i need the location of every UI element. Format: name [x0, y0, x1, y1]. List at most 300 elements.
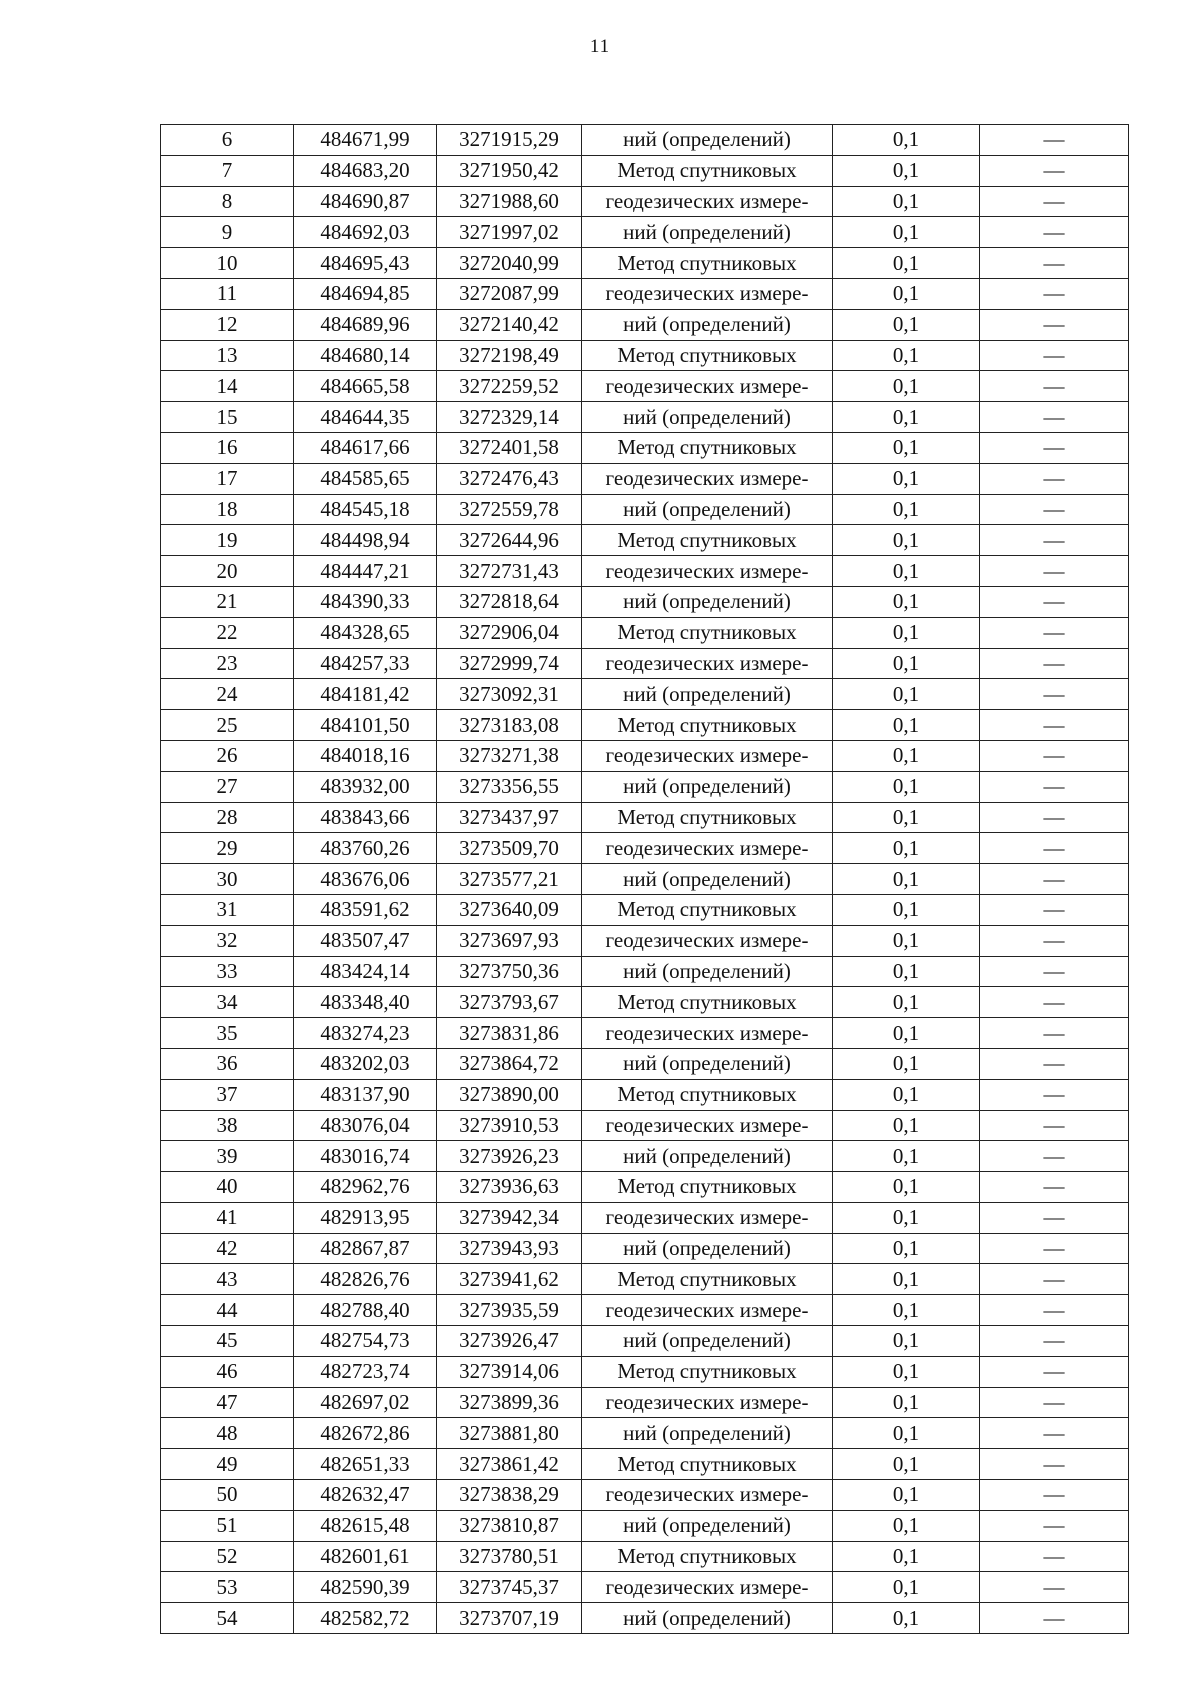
dash-cell: —	[980, 1572, 1129, 1603]
accuracy-cell: 0,1	[833, 771, 980, 802]
y-coordinate-cell: 3272259,52	[437, 371, 582, 402]
accuracy-cell: 0,1	[833, 833, 980, 864]
dash-cell: —	[980, 1418, 1129, 1449]
method-cell: Метод спутниковых	[582, 1449, 833, 1480]
accuracy-cell: 0,1	[833, 186, 980, 217]
dash-cell: —	[980, 894, 1129, 925]
method-cell: ний (определений)	[582, 1603, 833, 1634]
dash-cell: —	[980, 1202, 1129, 1233]
accuracy-cell: 0,1	[833, 1449, 980, 1480]
x-coordinate-cell: 484689,96	[294, 309, 437, 340]
accuracy-cell: 0,1	[833, 1541, 980, 1572]
x-coordinate-cell: 483843,66	[294, 802, 437, 833]
y-coordinate-cell: 3273697,93	[437, 925, 582, 956]
point-number-cell: 29	[161, 833, 294, 864]
table-row	[161, 679, 1129, 710]
method-cell: ний (определений)	[582, 956, 833, 987]
point-number-cell: 33	[161, 956, 294, 987]
point-number-cell: 23	[161, 648, 294, 679]
method-cell: геодезических измере-	[582, 648, 833, 679]
x-coordinate-cell: 482697,02	[294, 1387, 437, 1418]
x-coordinate-cell: 482601,61	[294, 1541, 437, 1572]
dash-cell: —	[980, 679, 1129, 710]
y-coordinate-cell: 3272476,43	[437, 463, 582, 494]
x-coordinate-cell: 482788,40	[294, 1295, 437, 1326]
dash-cell: —	[980, 925, 1129, 956]
y-coordinate-cell: 3272140,42	[437, 309, 582, 340]
table-row	[161, 1018, 1129, 1049]
x-coordinate-cell: 484390,33	[294, 586, 437, 617]
accuracy-cell: 0,1	[833, 1480, 980, 1511]
accuracy-cell: 0,1	[833, 1356, 980, 1387]
method-cell: геодезических измере-	[582, 186, 833, 217]
accuracy-cell: 0,1	[833, 525, 980, 556]
y-coordinate-cell: 3272329,14	[437, 402, 582, 433]
table-row	[161, 1449, 1129, 1480]
table-row	[161, 402, 1129, 433]
x-coordinate-cell: 484328,65	[294, 617, 437, 648]
method-cell: ний (определений)	[582, 1141, 833, 1172]
y-coordinate-cell: 3273936,63	[437, 1172, 582, 1203]
point-number-cell: 25	[161, 710, 294, 741]
y-coordinate-cell: 3273926,23	[437, 1141, 582, 1172]
x-coordinate-cell: 483016,74	[294, 1141, 437, 1172]
table-row	[161, 864, 1129, 895]
dash-cell: —	[980, 494, 1129, 525]
method-cell: Метод спутниковых	[582, 987, 833, 1018]
x-coordinate-cell: 484671,99	[294, 125, 437, 156]
point-number-cell: 45	[161, 1326, 294, 1357]
accuracy-cell: 0,1	[833, 864, 980, 895]
point-number-cell: 54	[161, 1603, 294, 1634]
point-number-cell: 26	[161, 740, 294, 771]
accuracy-cell: 0,1	[833, 1172, 980, 1203]
table-row	[161, 1233, 1129, 1264]
dash-cell: —	[980, 771, 1129, 802]
table-row	[161, 1048, 1129, 1079]
point-number-cell: 27	[161, 771, 294, 802]
y-coordinate-cell: 3273092,31	[437, 679, 582, 710]
coordinates-table	[160, 124, 1129, 1634]
accuracy-cell: 0,1	[833, 556, 980, 587]
x-coordinate-cell: 482632,47	[294, 1480, 437, 1511]
accuracy-cell: 0,1	[833, 1018, 980, 1049]
table-row	[161, 740, 1129, 771]
x-coordinate-cell: 482913,95	[294, 1202, 437, 1233]
method-cell: геодезических измере-	[582, 925, 833, 956]
dash-cell: —	[980, 1326, 1129, 1357]
x-coordinate-cell: 484665,58	[294, 371, 437, 402]
method-cell: геодезических измере-	[582, 463, 833, 494]
y-coordinate-cell: 3272040,99	[437, 248, 582, 279]
dash-cell: —	[980, 864, 1129, 895]
y-coordinate-cell: 3272559,78	[437, 494, 582, 525]
y-coordinate-cell: 3272644,96	[437, 525, 582, 556]
dash-cell: —	[980, 586, 1129, 617]
method-cell: ний (определений)	[582, 679, 833, 710]
y-coordinate-cell: 3273942,34	[437, 1202, 582, 1233]
dash-cell: —	[980, 740, 1129, 771]
x-coordinate-cell: 484644,35	[294, 402, 437, 433]
x-coordinate-cell: 483348,40	[294, 987, 437, 1018]
y-coordinate-cell: 3273864,72	[437, 1048, 582, 1079]
table-row	[161, 1603, 1129, 1634]
table-row	[161, 1387, 1129, 1418]
table-row	[161, 802, 1129, 833]
table-row	[161, 1356, 1129, 1387]
dash-cell: —	[980, 1603, 1129, 1634]
accuracy-cell: 0,1	[833, 617, 980, 648]
x-coordinate-cell: 482672,86	[294, 1418, 437, 1449]
accuracy-cell: 0,1	[833, 1418, 980, 1449]
y-coordinate-cell: 3273914,06	[437, 1356, 582, 1387]
table-row	[161, 463, 1129, 494]
y-coordinate-cell: 3273793,67	[437, 987, 582, 1018]
y-coordinate-cell: 3272401,58	[437, 432, 582, 463]
dash-cell: —	[980, 402, 1129, 433]
dash-cell: —	[980, 1480, 1129, 1511]
point-number-cell: 18	[161, 494, 294, 525]
dash-cell: —	[980, 1510, 1129, 1541]
point-number-cell: 31	[161, 894, 294, 925]
accuracy-cell: 0,1	[833, 494, 980, 525]
table-row	[161, 371, 1129, 402]
table-row	[161, 833, 1129, 864]
table-row	[161, 925, 1129, 956]
x-coordinate-cell: 482826,76	[294, 1264, 437, 1295]
point-number-cell: 9	[161, 217, 294, 248]
x-coordinate-cell: 484498,94	[294, 525, 437, 556]
point-number-cell: 13	[161, 340, 294, 371]
table-row	[161, 1510, 1129, 1541]
y-coordinate-cell: 3273910,53	[437, 1110, 582, 1141]
y-coordinate-cell: 3273890,00	[437, 1079, 582, 1110]
method-cell: Метод спутниковых	[582, 1356, 833, 1387]
x-coordinate-cell: 483076,04	[294, 1110, 437, 1141]
dash-cell: —	[980, 278, 1129, 309]
dash-cell: —	[980, 987, 1129, 1018]
method-cell: ний (определений)	[582, 125, 833, 156]
point-number-cell: 28	[161, 802, 294, 833]
table-row	[161, 248, 1129, 279]
y-coordinate-cell: 3273780,51	[437, 1541, 582, 1572]
method-cell: геодезических измере-	[582, 1018, 833, 1049]
table-row	[161, 1110, 1129, 1141]
y-coordinate-cell: 3272198,49	[437, 340, 582, 371]
method-cell: Метод спутниковых	[582, 1172, 833, 1203]
accuracy-cell: 0,1	[833, 1603, 980, 1634]
y-coordinate-cell: 3273941,62	[437, 1264, 582, 1295]
y-coordinate-cell: 3273831,86	[437, 1018, 582, 1049]
y-coordinate-cell: 3271988,60	[437, 186, 582, 217]
point-number-cell: 17	[161, 463, 294, 494]
x-coordinate-cell: 482615,48	[294, 1510, 437, 1541]
dash-cell: —	[980, 525, 1129, 556]
y-coordinate-cell: 3273935,59	[437, 1295, 582, 1326]
point-number-cell: 20	[161, 556, 294, 587]
method-cell: геодезических измере-	[582, 371, 833, 402]
x-coordinate-cell: 482867,87	[294, 1233, 437, 1264]
y-coordinate-cell: 3273881,80	[437, 1418, 582, 1449]
accuracy-cell: 0,1	[833, 155, 980, 186]
point-number-cell: 11	[161, 278, 294, 309]
y-coordinate-cell: 3273745,37	[437, 1572, 582, 1603]
method-cell: геодезических измере-	[582, 1387, 833, 1418]
point-number-cell: 16	[161, 432, 294, 463]
dash-cell: —	[980, 956, 1129, 987]
method-cell: ний (определений)	[582, 309, 833, 340]
y-coordinate-cell: 3272731,43	[437, 556, 582, 587]
method-cell: ний (определений)	[582, 1326, 833, 1357]
x-coordinate-cell: 483137,90	[294, 1079, 437, 1110]
table-row	[161, 556, 1129, 587]
table-row	[161, 1202, 1129, 1233]
table-row	[161, 1326, 1129, 1357]
point-number-cell: 12	[161, 309, 294, 340]
y-coordinate-cell: 3273899,36	[437, 1387, 582, 1418]
y-coordinate-cell: 3273509,70	[437, 833, 582, 864]
dash-cell: —	[980, 1541, 1129, 1572]
table-row	[161, 309, 1129, 340]
method-cell: Метод спутниковых	[582, 340, 833, 371]
method-cell: ний (определений)	[582, 1233, 833, 1264]
x-coordinate-cell: 483760,26	[294, 833, 437, 864]
point-number-cell: 34	[161, 987, 294, 1018]
dash-cell: —	[980, 1079, 1129, 1110]
dash-cell: —	[980, 125, 1129, 156]
table-row	[161, 186, 1129, 217]
coordinates-table-body	[161, 125, 1129, 1634]
y-coordinate-cell: 3273437,97	[437, 802, 582, 833]
table-row	[161, 710, 1129, 741]
dash-cell: —	[980, 648, 1129, 679]
point-number-cell: 15	[161, 402, 294, 433]
x-coordinate-cell: 484545,18	[294, 494, 437, 525]
accuracy-cell: 0,1	[833, 1202, 980, 1233]
y-coordinate-cell: 3273356,55	[437, 771, 582, 802]
x-coordinate-cell: 483507,47	[294, 925, 437, 956]
accuracy-cell: 0,1	[833, 248, 980, 279]
table-row	[161, 987, 1129, 1018]
point-number-cell: 46	[161, 1356, 294, 1387]
dash-cell: —	[980, 155, 1129, 186]
accuracy-cell: 0,1	[833, 802, 980, 833]
y-coordinate-cell: 3271915,29	[437, 125, 582, 156]
page-number: 11	[589, 36, 611, 57]
accuracy-cell: 0,1	[833, 894, 980, 925]
table-row	[161, 771, 1129, 802]
dash-cell: —	[980, 1264, 1129, 1295]
dash-cell: —	[980, 309, 1129, 340]
point-number-cell: 21	[161, 586, 294, 617]
accuracy-cell: 0,1	[833, 710, 980, 741]
table-row	[161, 1264, 1129, 1295]
x-coordinate-cell: 484683,20	[294, 155, 437, 186]
method-cell: Метод спутниковых	[582, 617, 833, 648]
method-cell: ний (определений)	[582, 402, 833, 433]
point-number-cell: 53	[161, 1572, 294, 1603]
accuracy-cell: 0,1	[833, 1326, 980, 1357]
point-number-cell: 47	[161, 1387, 294, 1418]
accuracy-cell: 0,1	[833, 463, 980, 494]
method-cell: ний (определений)	[582, 771, 833, 802]
method-cell: геодезических измере-	[582, 1480, 833, 1511]
method-cell: Метод спутниковых	[582, 894, 833, 925]
y-coordinate-cell: 3273750,36	[437, 956, 582, 987]
point-number-cell: 49	[161, 1449, 294, 1480]
accuracy-cell: 0,1	[833, 402, 980, 433]
point-number-cell: 19	[161, 525, 294, 556]
x-coordinate-cell: 484101,50	[294, 710, 437, 741]
accuracy-cell: 0,1	[833, 648, 980, 679]
dash-cell: —	[980, 371, 1129, 402]
method-cell: ний (определений)	[582, 217, 833, 248]
x-coordinate-cell: 484692,03	[294, 217, 437, 248]
accuracy-cell: 0,1	[833, 586, 980, 617]
table-row	[161, 1079, 1129, 1110]
table-row	[161, 1418, 1129, 1449]
point-number-cell: 48	[161, 1418, 294, 1449]
method-cell: геодезических измере-	[582, 1202, 833, 1233]
method-cell: ний (определений)	[582, 1510, 833, 1541]
x-coordinate-cell: 483424,14	[294, 956, 437, 987]
point-number-cell: 44	[161, 1295, 294, 1326]
accuracy-cell: 0,1	[833, 679, 980, 710]
x-coordinate-cell: 484617,66	[294, 432, 437, 463]
method-cell: геодезических измере-	[582, 556, 833, 587]
table-row	[161, 1141, 1129, 1172]
accuracy-cell: 0,1	[833, 925, 980, 956]
y-coordinate-cell: 3273183,08	[437, 710, 582, 741]
point-number-cell: 43	[161, 1264, 294, 1295]
table-row	[161, 155, 1129, 186]
accuracy-cell: 0,1	[833, 1572, 980, 1603]
x-coordinate-cell: 482651,33	[294, 1449, 437, 1480]
x-coordinate-cell: 483591,62	[294, 894, 437, 925]
method-cell: Метод спутниковых	[582, 525, 833, 556]
dash-cell: —	[980, 1048, 1129, 1079]
table-row	[161, 648, 1129, 679]
y-coordinate-cell: 3271997,02	[437, 217, 582, 248]
method-cell: ний (определений)	[582, 864, 833, 895]
y-coordinate-cell: 3273810,87	[437, 1510, 582, 1541]
x-coordinate-cell: 483932,00	[294, 771, 437, 802]
dash-cell: —	[980, 1449, 1129, 1480]
method-cell: ний (определений)	[582, 586, 833, 617]
point-number-cell: 41	[161, 1202, 294, 1233]
y-coordinate-cell: 3273640,09	[437, 894, 582, 925]
y-coordinate-cell: 3273838,29	[437, 1480, 582, 1511]
y-coordinate-cell: 3272999,74	[437, 648, 582, 679]
y-coordinate-cell: 3273926,47	[437, 1326, 582, 1357]
dash-cell: —	[980, 1356, 1129, 1387]
point-number-cell: 42	[161, 1233, 294, 1264]
table-row	[161, 1572, 1129, 1603]
x-coordinate-cell: 482590,39	[294, 1572, 437, 1603]
accuracy-cell: 0,1	[833, 1510, 980, 1541]
dash-cell: —	[980, 1233, 1129, 1264]
accuracy-cell: 0,1	[833, 432, 980, 463]
point-number-cell: 50	[161, 1480, 294, 1511]
x-coordinate-cell: 484690,87	[294, 186, 437, 217]
point-number-cell: 36	[161, 1048, 294, 1079]
y-coordinate-cell: 3272818,64	[437, 586, 582, 617]
dash-cell: —	[980, 186, 1129, 217]
dash-cell: —	[980, 1110, 1129, 1141]
x-coordinate-cell: 484447,21	[294, 556, 437, 587]
method-cell: Метод спутниковых	[582, 710, 833, 741]
table-row	[161, 125, 1129, 156]
x-coordinate-cell: 482754,73	[294, 1326, 437, 1357]
method-cell: Метод спутниковых	[582, 155, 833, 186]
dash-cell: —	[980, 833, 1129, 864]
y-coordinate-cell: 3273577,21	[437, 864, 582, 895]
point-number-cell: 37	[161, 1079, 294, 1110]
x-coordinate-cell: 484018,16	[294, 740, 437, 771]
accuracy-cell: 0,1	[833, 1295, 980, 1326]
accuracy-cell: 0,1	[833, 956, 980, 987]
table-row	[161, 1295, 1129, 1326]
method-cell: Метод спутниковых	[582, 432, 833, 463]
accuracy-cell: 0,1	[833, 125, 980, 156]
point-number-cell: 30	[161, 864, 294, 895]
dash-cell: —	[980, 802, 1129, 833]
dash-cell: —	[980, 556, 1129, 587]
table-row	[161, 894, 1129, 925]
method-cell: Метод спутниковых	[582, 802, 833, 833]
method-cell: геодезических измере-	[582, 278, 833, 309]
point-number-cell: 51	[161, 1510, 294, 1541]
point-number-cell: 24	[161, 679, 294, 710]
accuracy-cell: 0,1	[833, 217, 980, 248]
table-row	[161, 278, 1129, 309]
accuracy-cell: 0,1	[833, 371, 980, 402]
dash-cell: —	[980, 1172, 1129, 1203]
table-row	[161, 525, 1129, 556]
table-row	[161, 617, 1129, 648]
x-coordinate-cell: 482962,76	[294, 1172, 437, 1203]
point-number-cell: 52	[161, 1541, 294, 1572]
y-coordinate-cell: 3272087,99	[437, 278, 582, 309]
point-number-cell: 35	[161, 1018, 294, 1049]
accuracy-cell: 0,1	[833, 1141, 980, 1172]
table-row	[161, 494, 1129, 525]
point-number-cell: 38	[161, 1110, 294, 1141]
dash-cell: —	[980, 1018, 1129, 1049]
y-coordinate-cell: 3273943,93	[437, 1233, 582, 1264]
dash-cell: —	[980, 248, 1129, 279]
method-cell: геодезических измере-	[582, 1572, 833, 1603]
dash-cell: —	[980, 617, 1129, 648]
accuracy-cell: 0,1	[833, 987, 980, 1018]
method-cell: геодезических измере-	[582, 1110, 833, 1141]
x-coordinate-cell: 483274,23	[294, 1018, 437, 1049]
accuracy-cell: 0,1	[833, 1264, 980, 1295]
x-coordinate-cell: 483202,03	[294, 1048, 437, 1079]
y-coordinate-cell: 3273271,38	[437, 740, 582, 771]
method-cell: Метод спутниковых	[582, 1264, 833, 1295]
dash-cell: —	[980, 1387, 1129, 1418]
accuracy-cell: 0,1	[833, 1387, 980, 1418]
x-coordinate-cell: 482723,74	[294, 1356, 437, 1387]
accuracy-cell: 0,1	[833, 1110, 980, 1141]
table-row	[161, 432, 1129, 463]
x-coordinate-cell: 484585,65	[294, 463, 437, 494]
accuracy-cell: 0,1	[833, 278, 980, 309]
method-cell: Метод спутниковых	[582, 248, 833, 279]
y-coordinate-cell: 3272906,04	[437, 617, 582, 648]
point-number-cell: 8	[161, 186, 294, 217]
